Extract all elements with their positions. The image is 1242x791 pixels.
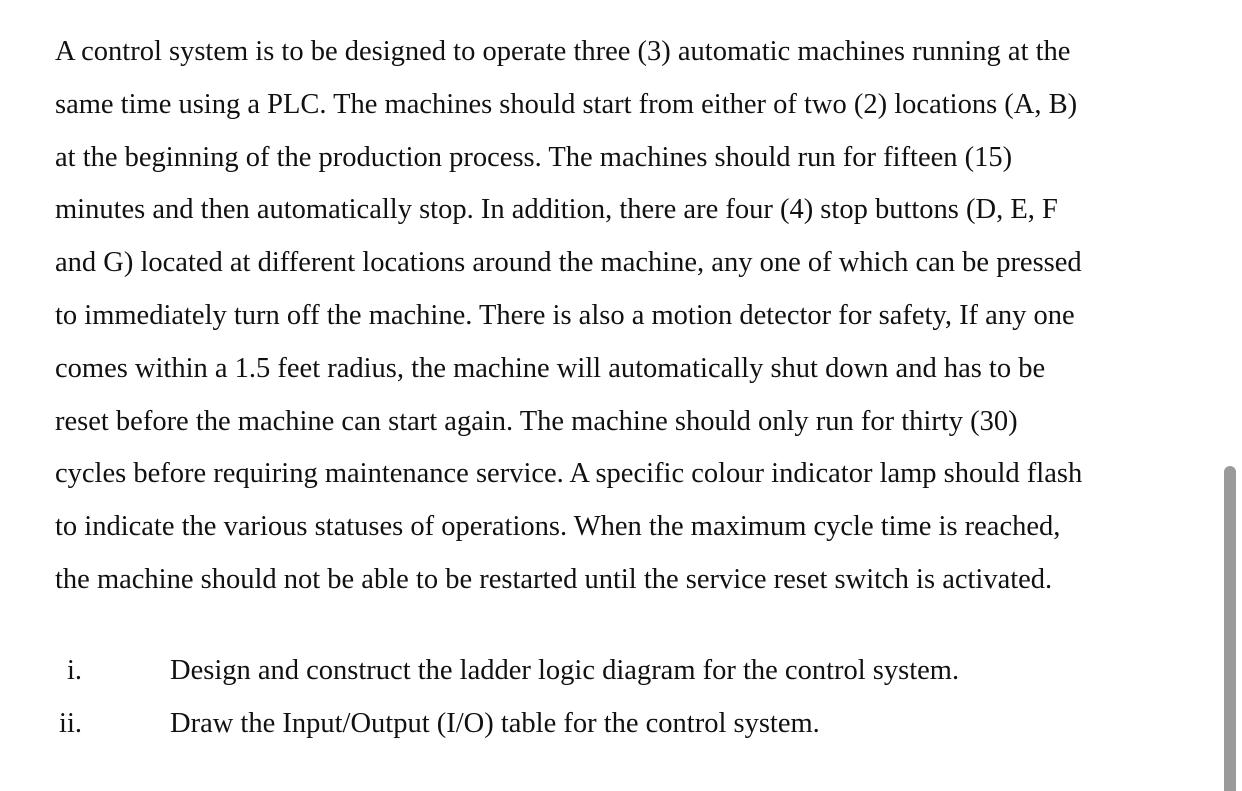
paragraph-line-7: comes within a 1.5 feet radius, the machine will automatically shut down and has to be	[55, 352, 1046, 384]
task-text: Draw the Input/Output (I/O) table for the control system.	[170, 708, 820, 739]
paragraph-line-5: and G) located at different locations around the machine, any one of which can be pressed	[55, 247, 1082, 279]
paragraph-line-4: minutes and then automatically stop. In addition, there are four (4) stop buttons (D, E, F	[55, 194, 1058, 226]
task-numeral: ii.	[59, 708, 82, 739]
paragraph-line-11: the machine should not be able to be restarted until the service reset switch is activated.	[55, 563, 1053, 595]
paragraph-line-8: reset before the machine can start again. The machine should only run for thirty (30)	[55, 405, 1018, 437]
paragraph-line-2: same time using a PLC. The machines should start from either of two (2) locations (A, B)	[55, 88, 1078, 120]
task-item-1	[0, 644, 1200, 697]
paragraph-line-6: to immediately turn off the machine. There is also a motion detector for safety, If any one	[55, 299, 1075, 331]
paragraph-line-9: cycles before requiring maintenance service. A specific colour indicator lamp should flash	[55, 458, 1083, 490]
task-item-2	[0, 697, 1200, 750]
scrollbar-thumb[interactable]	[1224, 466, 1236, 791]
paragraph-line-10: to indicate the various statuses of operations. When the maximum cycle time is reached,	[55, 511, 1061, 543]
paragraph-line-3: at the beginning of the production process. The machines should run for fifteen (15)	[55, 141, 1013, 173]
task-numeral: i.	[66, 655, 82, 686]
task-list	[0, 644, 1200, 750]
task-text: Design and construct the ladder logic diagram for the control system.	[170, 655, 960, 686]
paragraph-line-1: A control system is to be designed to operate three (3) automatic machines running at the	[55, 36, 1071, 67]
problem-paragraph	[55, 26, 1195, 607]
